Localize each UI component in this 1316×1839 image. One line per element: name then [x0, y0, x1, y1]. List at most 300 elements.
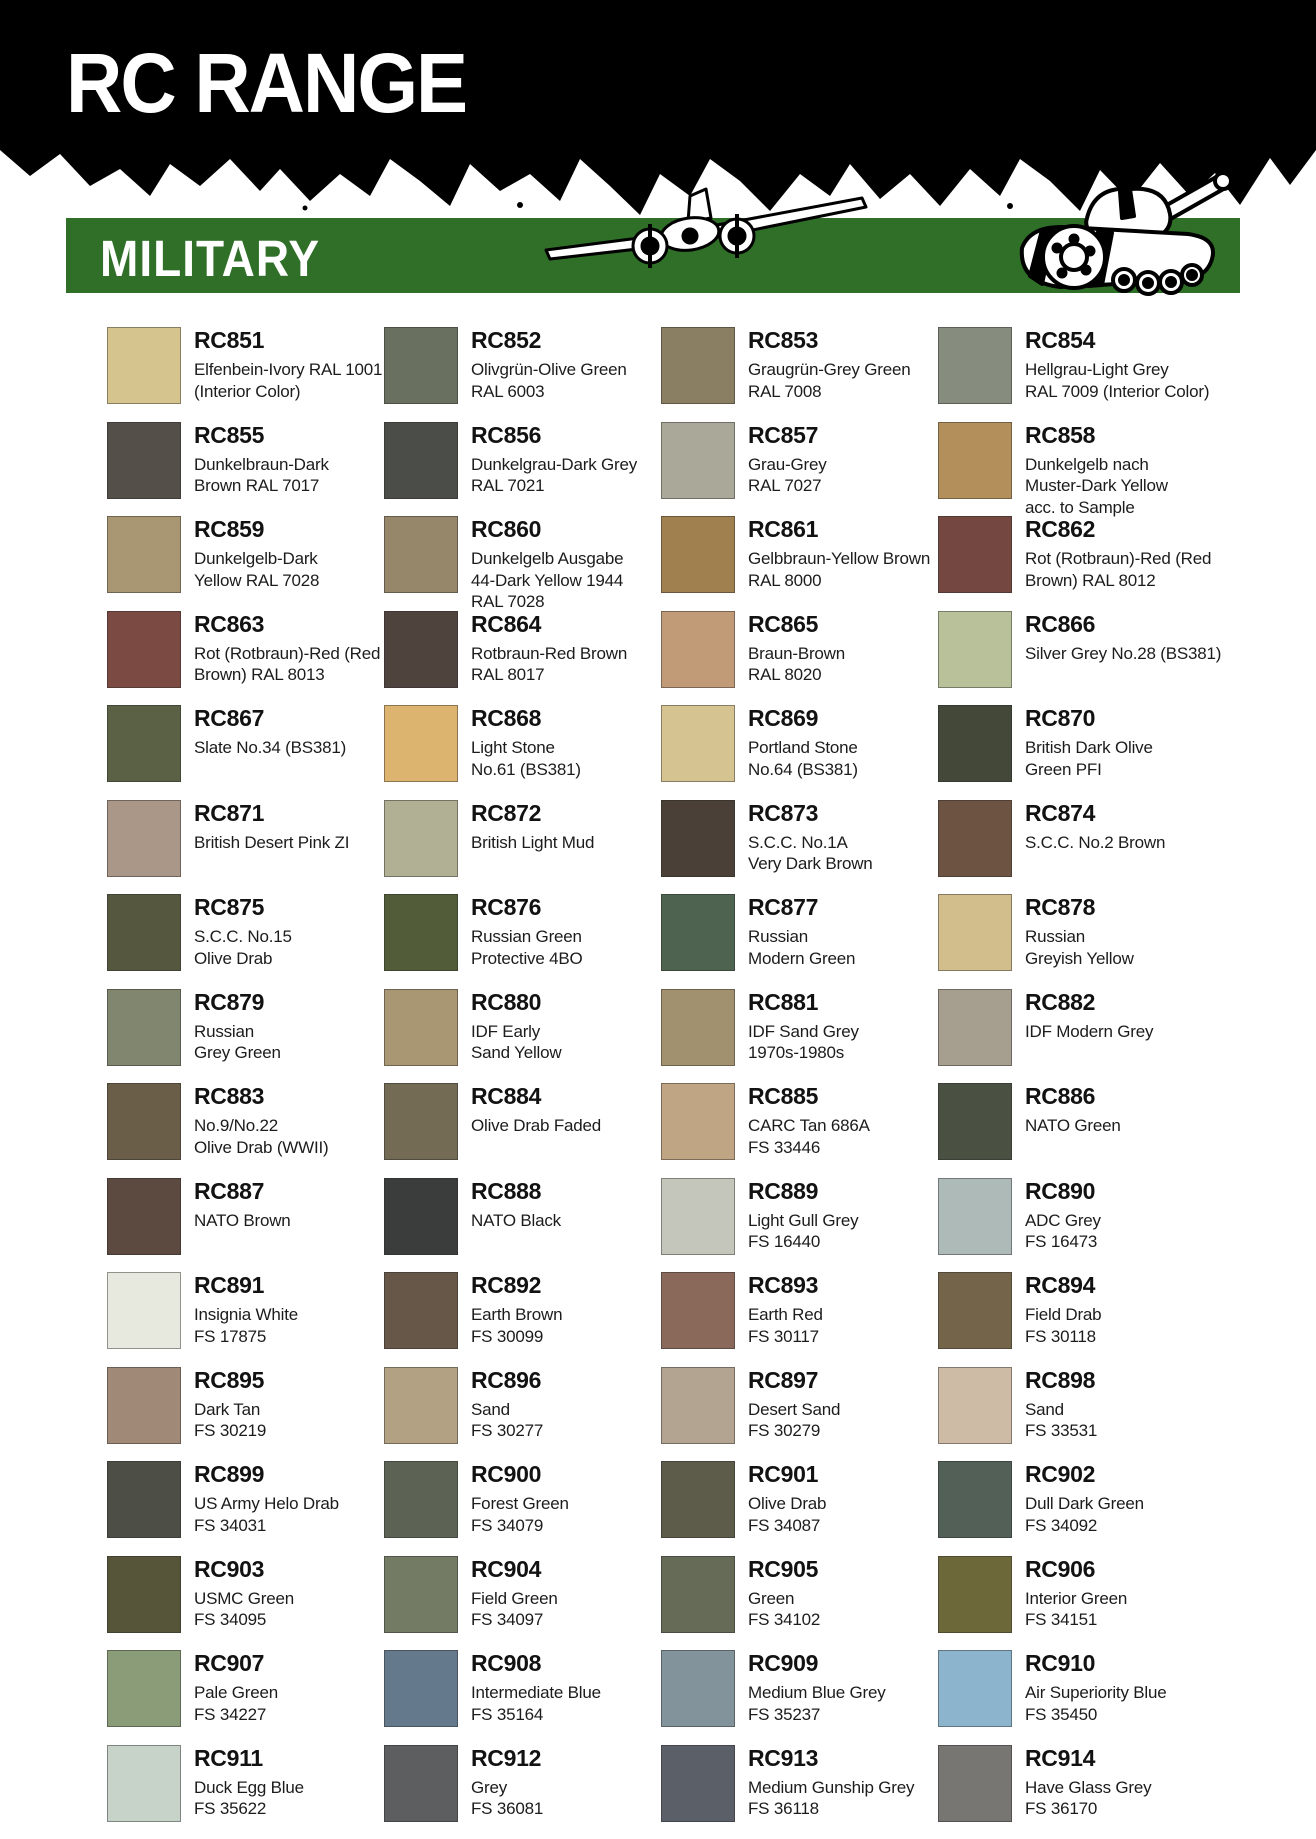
swatch-info	[748, 516, 930, 591]
swatch-code: RC877	[748, 894, 855, 920]
swatch-entry	[384, 1272, 661, 1367]
swatch-code: RC865	[748, 611, 845, 637]
swatch-code: RC872	[471, 800, 594, 826]
swatch-code: RC869	[748, 705, 858, 731]
swatch-entry	[384, 800, 661, 895]
swatch-info	[1025, 894, 1134, 969]
swatch-description-line: Interior Green	[1025, 1588, 1127, 1610]
swatch-description-line: Graugrün-Grey Green	[748, 359, 911, 381]
swatch-description	[194, 1777, 304, 1820]
swatch-description-line: Earth Brown	[471, 1304, 562, 1326]
swatch-info	[471, 611, 627, 686]
color-swatch	[938, 1461, 1012, 1538]
swatch-info	[194, 1745, 304, 1820]
swatch-code: RC883	[194, 1083, 328, 1109]
swatch-entry	[107, 1083, 384, 1178]
swatch-description	[1025, 1021, 1153, 1043]
swatch-code: RC852	[471, 327, 627, 353]
swatch-description	[1025, 1304, 1101, 1347]
swatch-code: RC885	[748, 1083, 870, 1109]
swatch-description	[748, 737, 858, 780]
swatch-info	[194, 989, 281, 1064]
swatch-entry	[938, 705, 1215, 800]
swatch-code: RC866	[1025, 611, 1215, 637]
swatch-code: RC914	[1025, 1745, 1151, 1771]
swatch-info	[1025, 705, 1153, 780]
swatch-description-line: Greyish Yellow	[1025, 948, 1134, 970]
swatch-info	[748, 1650, 886, 1725]
swatch-description-line: Olive Drab Faded	[471, 1115, 601, 1137]
swatch-description-line: NATO Black	[471, 1210, 561, 1232]
swatch-description	[748, 1115, 870, 1158]
swatch-description	[1025, 926, 1134, 969]
swatch-description	[194, 548, 319, 591]
swatch-info	[1025, 1272, 1101, 1347]
swatch-description-line: Braun-Brown	[748, 643, 845, 665]
swatch-info	[471, 1367, 543, 1442]
color-swatch	[938, 1745, 1012, 1822]
swatch-code: RC888	[471, 1178, 561, 1204]
swatch-info	[1025, 422, 1168, 519]
swatch-description-line: British Dark Olive	[1025, 737, 1153, 759]
swatch-code: RC860	[471, 516, 623, 542]
swatch-description-line: FS 36118	[748, 1798, 914, 1820]
swatch-code: RC853	[748, 327, 911, 353]
swatch-description-line: Dunkelgelb-Dark	[194, 548, 319, 570]
swatch-code: RC882	[1025, 989, 1153, 1015]
swatch-code: RC884	[471, 1083, 601, 1109]
swatch-description	[471, 1682, 601, 1725]
swatch-description-line: IDF Early	[471, 1021, 561, 1043]
swatch-description-line: ADC Grey	[1025, 1210, 1101, 1232]
swatch-description-line: FS 33531	[1025, 1420, 1097, 1442]
section-title: MILITARY	[100, 228, 320, 287]
swatch-code: RC879	[194, 989, 281, 1015]
color-swatch	[107, 327, 181, 404]
swatch-description	[748, 926, 855, 969]
swatch-code: RC895	[194, 1367, 266, 1393]
swatch-entry	[384, 1556, 661, 1651]
swatch-description	[748, 359, 911, 402]
swatch-description-line: RAL 8000	[748, 570, 930, 592]
color-swatch	[661, 705, 735, 782]
color-swatch	[384, 705, 458, 782]
swatch-description-line: Gelbbraun-Yellow Brown	[748, 548, 930, 570]
swatch-description	[748, 1588, 820, 1631]
swatch-info	[471, 1178, 561, 1232]
swatch-entry	[107, 422, 384, 517]
swatch-description	[194, 359, 382, 402]
color-swatch	[384, 1650, 458, 1727]
swatch-description-line: Portland Stone	[748, 737, 858, 759]
swatch-description-line: Grau-Grey	[748, 454, 827, 476]
swatch-description-line: IDF Sand Grey	[748, 1021, 859, 1043]
swatch-entry	[938, 1367, 1215, 1462]
swatch-info	[1025, 989, 1153, 1043]
swatch-description-line: FS 34151	[1025, 1609, 1127, 1631]
color-swatch	[384, 1367, 458, 1444]
swatch-description-line: Light Gull Grey	[748, 1210, 858, 1232]
swatch-entry	[661, 1083, 938, 1178]
swatch-code: RC889	[748, 1178, 858, 1204]
swatch-entry	[938, 1272, 1215, 1367]
swatch-description	[471, 1777, 543, 1820]
swatch-description-line: USMC Green	[194, 1588, 294, 1610]
swatch-info	[194, 422, 329, 497]
swatch-code: RC880	[471, 989, 561, 1015]
swatch-info	[1025, 1745, 1151, 1820]
color-swatch	[107, 705, 181, 782]
swatch-description	[1025, 1399, 1097, 1442]
swatch-description	[471, 1210, 561, 1232]
swatch-info	[194, 705, 346, 759]
swatch-description-line: US Army Helo Drab	[194, 1493, 339, 1515]
swatch-entry	[384, 1367, 661, 1462]
swatch-info	[1025, 1178, 1101, 1253]
color-swatch	[938, 516, 1012, 593]
swatch-description	[748, 1493, 826, 1536]
swatch-info	[748, 1178, 858, 1253]
swatch-description	[1025, 1777, 1151, 1820]
swatch-description	[748, 1210, 858, 1253]
swatch-description-line: Field Green	[471, 1588, 558, 1610]
swatch-description	[471, 1021, 561, 1064]
swatch-description-line: FS 30118	[1025, 1326, 1101, 1348]
swatch-description-line: S.C.C. No.2 Brown	[1025, 832, 1165, 854]
swatch-description-line: Muster-Dark Yellow	[1025, 475, 1168, 497]
swatch-description	[748, 1304, 823, 1347]
color-swatch	[384, 989, 458, 1066]
swatch-description	[748, 454, 827, 497]
swatch-info	[471, 327, 627, 402]
color-swatch	[661, 989, 735, 1066]
swatch-info	[748, 611, 845, 686]
swatch-description-line: Dunkelgelb nach	[1025, 454, 1168, 476]
swatch-entry	[938, 1083, 1215, 1178]
color-swatch	[107, 422, 181, 499]
swatch-code: RC908	[471, 1650, 601, 1676]
color-swatch	[661, 1178, 735, 1255]
swatch-description	[748, 643, 845, 686]
swatch-code: RC881	[748, 989, 859, 1015]
swatch-description	[194, 1493, 339, 1536]
swatch-description	[471, 359, 627, 402]
swatch-code: RC858	[1025, 422, 1168, 448]
swatch-description-line: Earth Red	[748, 1304, 823, 1326]
swatch-info	[194, 800, 349, 854]
color-swatch	[661, 422, 735, 499]
swatch-description-line: Brown) RAL 8013	[194, 664, 380, 686]
swatch-description-line: No.61 (BS381)	[471, 759, 581, 781]
color-swatch	[661, 1272, 735, 1349]
swatch-description-line: Modern Green	[748, 948, 855, 970]
swatch-info	[471, 1556, 558, 1631]
swatch-description	[194, 832, 349, 854]
color-swatch	[384, 1272, 458, 1349]
swatch-description-line: Duck Egg Blue	[194, 1777, 304, 1799]
swatch-entry	[107, 327, 384, 422]
swatch-description	[748, 1777, 914, 1820]
swatch-code: RC887	[194, 1178, 291, 1204]
color-swatch	[107, 1650, 181, 1727]
swatch-description	[748, 1682, 886, 1725]
swatch-code: RC905	[748, 1556, 820, 1582]
swatch-description-line: IDF Modern Grey	[1025, 1021, 1153, 1043]
swatch-entry	[384, 1083, 661, 1178]
swatch-info	[1025, 1083, 1121, 1137]
swatch-description	[194, 454, 329, 497]
swatch-description-line: FS 30277	[471, 1420, 543, 1442]
color-swatch	[384, 1556, 458, 1633]
swatch-code: RC862	[1025, 516, 1211, 542]
swatch-code: RC864	[471, 611, 627, 637]
swatch-description-line: RAL 8020	[748, 664, 845, 686]
swatch-entry	[938, 800, 1215, 895]
swatch-code: RC851	[194, 327, 382, 353]
swatch-info	[471, 1272, 562, 1347]
swatch-description-line: Elfenbein-Ivory RAL 1001	[194, 359, 382, 381]
swatch-code: RC892	[471, 1272, 562, 1298]
swatch-description	[1025, 1588, 1127, 1631]
swatch-entry	[938, 989, 1215, 1084]
swatch-entry	[661, 1367, 938, 1462]
swatch-entry	[107, 516, 384, 611]
swatch-description-line: Protective 4BO	[471, 948, 583, 970]
swatch-code: RC874	[1025, 800, 1165, 826]
swatch-code: RC897	[748, 1367, 840, 1393]
color-swatch	[384, 516, 458, 593]
swatch-code: RC859	[194, 516, 319, 542]
swatch-info	[471, 989, 561, 1064]
swatch-info	[194, 1461, 339, 1536]
swatch-info	[471, 800, 594, 854]
swatch-code: RC891	[194, 1272, 298, 1298]
swatch-description-line: Russian	[748, 926, 855, 948]
color-swatch	[384, 1083, 458, 1160]
swatch-description	[471, 643, 627, 686]
swatch-grid	[107, 327, 1215, 1839]
swatch-description-line: Light Stone	[471, 737, 581, 759]
swatch-code: RC899	[194, 1461, 339, 1487]
swatch-description-line: FS 30117	[748, 1326, 823, 1348]
swatch-info	[194, 1367, 266, 1442]
swatch-description	[1025, 454, 1168, 519]
color-swatch	[384, 1178, 458, 1255]
swatch-description-line: Grey Green	[194, 1042, 281, 1064]
swatch-description-line: Rot (Rotbraun)-Red (Red	[1025, 548, 1211, 570]
swatch-description	[471, 1115, 601, 1137]
swatch-info	[748, 327, 911, 402]
color-swatch	[107, 1083, 181, 1160]
swatch-info	[1025, 516, 1211, 591]
swatch-description-line: Sand Yellow	[471, 1042, 561, 1064]
swatch-info	[471, 1083, 601, 1137]
swatch-description-line: Olive Drab (WWII)	[194, 1137, 328, 1159]
swatch-description-line: Hellgrau-Light Grey	[1025, 359, 1209, 381]
swatch-description-line: FS 30279	[748, 1420, 840, 1442]
swatch-entry	[938, 611, 1215, 706]
swatch-description-line: Olivgrün-Olive Green	[471, 359, 627, 381]
swatch-info	[194, 894, 292, 969]
swatch-description-line: RAL 6003	[471, 381, 627, 403]
swatch-entry	[107, 894, 384, 989]
swatch-description-line: Russian	[1025, 926, 1134, 948]
swatch-description	[194, 1399, 266, 1442]
swatch-code: RC867	[194, 705, 346, 731]
swatch-description	[748, 1399, 840, 1442]
color-swatch	[938, 894, 1012, 971]
swatch-description-line: Yellow RAL 7028	[194, 570, 319, 592]
swatch-entry	[384, 1461, 661, 1556]
swatch-description-line: Dark Tan	[194, 1399, 266, 1421]
swatch-code: RC900	[471, 1461, 569, 1487]
swatch-entry	[384, 611, 661, 706]
swatch-description-line: Rot (Rotbraun)-Red (Red	[194, 643, 380, 665]
swatch-description-line: FS 34031	[194, 1515, 339, 1537]
swatch-description-line: RAL 7008	[748, 381, 911, 403]
swatch-description-line: NATO Brown	[194, 1210, 291, 1232]
swatch-info	[1025, 800, 1165, 854]
swatch-description-line: Brown) RAL 8012	[1025, 570, 1211, 592]
swatch-entry	[661, 1556, 938, 1651]
swatch-code: RC871	[194, 800, 349, 826]
swatch-description	[471, 548, 623, 613]
swatch-description	[1025, 1210, 1101, 1253]
swatch-code: RC911	[194, 1745, 304, 1771]
swatch-entry	[661, 1272, 938, 1367]
color-swatch	[384, 422, 458, 499]
swatch-description	[194, 926, 292, 969]
swatch-info	[748, 1272, 823, 1347]
color-swatch	[938, 1272, 1012, 1349]
color-swatch	[661, 800, 735, 877]
swatch-entry	[661, 327, 938, 422]
swatch-description-line: Brown RAL 7017	[194, 475, 329, 497]
swatch-info	[471, 516, 623, 613]
swatch-description-line: RAL 7021	[471, 475, 637, 497]
swatch-description-line: Green PFI	[1025, 759, 1153, 781]
swatch-code: RC886	[1025, 1083, 1121, 1109]
swatch-description	[471, 454, 637, 497]
swatch-description-line: Russian Green	[471, 926, 583, 948]
swatch-code: RC902	[1025, 1461, 1144, 1487]
swatch-info	[748, 1083, 870, 1158]
swatch-description	[1025, 359, 1209, 402]
swatch-description-line: Medium Gunship Grey	[748, 1777, 914, 1799]
swatch-description	[194, 1682, 278, 1725]
swatch-description-line: FS 16473	[1025, 1231, 1101, 1253]
swatch-description	[194, 1021, 281, 1064]
swatch-entry	[107, 1178, 384, 1273]
swatch-description-line: FS 33446	[748, 1137, 870, 1159]
swatch-entry	[107, 1556, 384, 1651]
swatch-description-line: No.64 (BS381)	[748, 759, 858, 781]
swatch-code: RC910	[1025, 1650, 1167, 1676]
swatch-entry	[107, 1650, 384, 1745]
swatch-info	[748, 1556, 820, 1631]
swatch-description-line: (Interior Color)	[194, 381, 382, 403]
swatch-description	[1025, 643, 1215, 665]
swatch-entry	[661, 705, 938, 800]
swatch-description-line: Medium Blue Grey	[748, 1682, 886, 1704]
swatch-entry	[107, 1461, 384, 1556]
swatch-code: RC890	[1025, 1178, 1101, 1204]
bomber-plane-icon	[540, 186, 870, 276]
swatch-code: RC854	[1025, 327, 1209, 353]
swatch-description	[1025, 1493, 1144, 1536]
swatch-description-line: Intermediate Blue	[471, 1682, 601, 1704]
swatch-entry	[384, 989, 661, 1084]
swatch-description-line: Sand	[1025, 1399, 1097, 1421]
swatch-description	[194, 1115, 328, 1158]
swatch-info	[194, 611, 380, 686]
swatch-description-line: FS 34097	[471, 1609, 558, 1631]
swatch-code: RC907	[194, 1650, 278, 1676]
color-swatch	[661, 1083, 735, 1160]
swatch-code: RC909	[748, 1650, 886, 1676]
swatch-entry	[938, 327, 1215, 422]
swatch-code: RC898	[1025, 1367, 1097, 1393]
swatch-entry	[384, 1745, 661, 1839]
swatch-description-line: FS 34079	[471, 1515, 569, 1537]
swatch-description	[471, 1304, 562, 1347]
swatch-entry	[938, 1745, 1215, 1839]
swatch-description-line: FS 36170	[1025, 1798, 1151, 1820]
swatch-description-line: Russian	[194, 1021, 281, 1043]
swatch-description	[748, 832, 873, 875]
swatch-description	[194, 643, 380, 686]
swatch-entry	[107, 1367, 384, 1462]
swatch-info	[194, 327, 382, 402]
swatch-description	[194, 1588, 294, 1631]
swatch-description-line: British Light Mud	[471, 832, 594, 854]
swatch-description-line: S.C.C. No.1A	[748, 832, 873, 854]
swatch-description-line: British Desert Pink ZI	[194, 832, 349, 854]
swatch-info	[471, 1650, 601, 1725]
color-swatch	[661, 611, 735, 688]
swatch-description-line: FS 34102	[748, 1609, 820, 1631]
color-swatch	[107, 800, 181, 877]
swatch-description-line: Dunkelgelb Ausgabe	[471, 548, 623, 570]
swatch-info	[748, 705, 858, 780]
swatch-description	[1025, 737, 1153, 780]
swatch-code: RC855	[194, 422, 329, 448]
color-swatch	[384, 611, 458, 688]
swatch-description	[471, 737, 581, 780]
swatch-info	[471, 894, 583, 969]
swatch-description	[1025, 1115, 1121, 1137]
swatch-info	[194, 1083, 328, 1158]
swatch-description-line: FS 30099	[471, 1326, 562, 1348]
swatch-description-line: FS 34087	[748, 1515, 826, 1537]
swatch-description-line: Have Glass Grey	[1025, 1777, 1151, 1799]
swatch-description-line: S.C.C. No.15	[194, 926, 292, 948]
swatch-description-line: FS 17875	[194, 1326, 298, 1348]
color-swatch	[661, 1650, 735, 1727]
color-swatch	[384, 1461, 458, 1538]
color-swatch	[938, 1556, 1012, 1633]
swatch-info	[748, 800, 873, 875]
swatch-description-line: Sand	[471, 1399, 543, 1421]
swatch-entry	[107, 611, 384, 706]
swatch-description-line: Forest Green	[471, 1493, 569, 1515]
swatch-entry	[384, 327, 661, 422]
swatch-info	[194, 1178, 291, 1232]
swatch-entry	[661, 1650, 938, 1745]
swatch-code: RC863	[194, 611, 380, 637]
swatch-info	[1025, 1461, 1144, 1536]
swatch-description-line: No.9/No.22	[194, 1115, 328, 1137]
